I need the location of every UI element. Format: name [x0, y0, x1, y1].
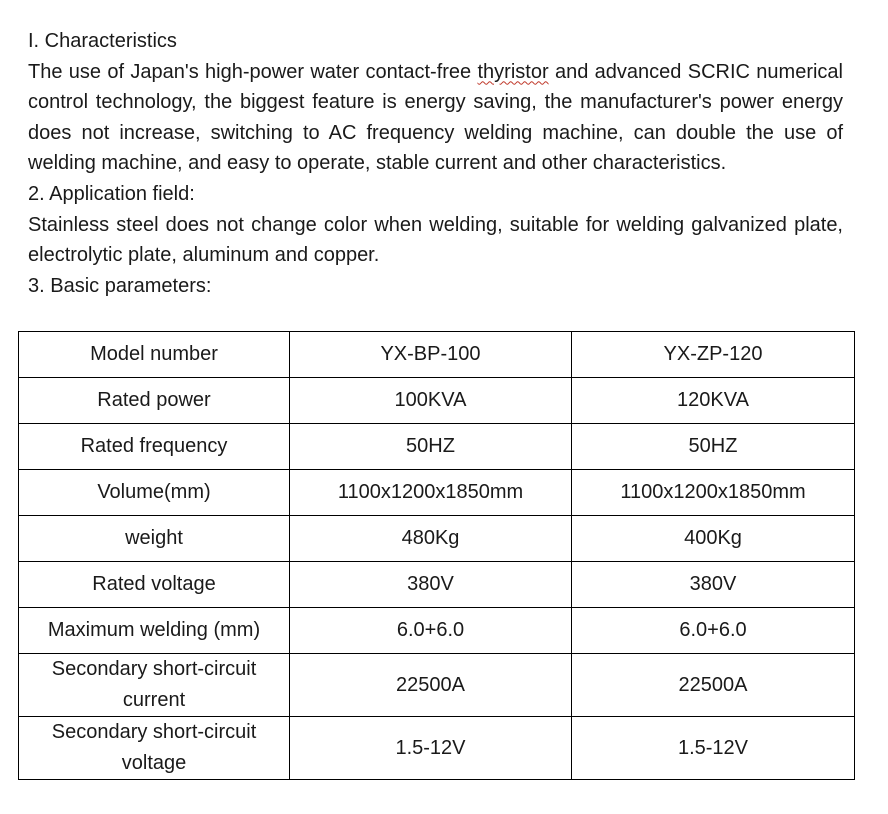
parameter-name-cell: weight — [19, 516, 290, 562]
table-row — [19, 654, 855, 717]
table-row — [19, 516, 855, 562]
model-a-value-cell: 480Kg — [290, 516, 572, 562]
table-row — [19, 717, 855, 780]
basic-parameters-table — [18, 331, 855, 780]
characteristics-heading: I. Characteristics — [28, 30, 177, 52]
model-a-value-cell: 100KVA — [290, 378, 572, 424]
parameter-name-cell: Volume(mm) — [19, 470, 290, 516]
model-b-value-cell: 1100x1200x1850mm — [572, 470, 855, 516]
model-b-value-cell: 1.5-12V — [572, 717, 855, 780]
application-field-paragraph: Stainless steel does not change color when welding, suitable for welding galvanized plate, electrolytic plate, aluminum and copper. — [28, 213, 843, 267]
table-row — [19, 332, 855, 378]
model-b-value-cell: 400Kg — [572, 516, 855, 562]
parameter-name-cell: Secondary short-circuit voltage — [19, 717, 290, 780]
application-field-heading: 2. Application field: — [28, 182, 195, 205]
characteristics-text-end: and advanced SCRIC numerical control technology, the biggest feature is energy saving, the manufacturer's power energy does not increase, switching to AC frequency welding machine, can double the use of welding machine, and easy to operate, stable current and other characteristics. — [28, 60, 843, 175]
model-a-value-cell: 1100x1200x1850mm — [290, 470, 572, 516]
parameter-name-cell: Rated power — [19, 378, 290, 424]
model-b-value-cell: 50HZ — [572, 424, 855, 470]
model-b-value-cell: 380V — [572, 562, 855, 608]
basic-parameters-heading: 3. Basic parameters: — [28, 274, 212, 297]
parameter-name-cell: Maximum welding (mm) — [19, 608, 290, 654]
model-b-value-cell: YX-ZP-120 — [572, 332, 855, 378]
table-row — [19, 608, 855, 654]
spellcheck-flagged-word[interactable]: thyristor — [477, 60, 549, 83]
model-b-value-cell: 6.0+6.0 — [572, 608, 855, 654]
model-a-value-cell: 50HZ — [290, 424, 572, 470]
parameter-name-cell: Secondary short-circuit current — [19, 654, 290, 717]
model-b-value-cell: 120KVA — [572, 378, 855, 424]
characteristics-text-start: The use of Japan's high-power water contact-free — [28, 60, 478, 83]
table-row — [19, 470, 855, 516]
parameter-name-cell: Rated voltage — [19, 562, 290, 608]
model-a-value-cell: 6.0+6.0 — [290, 608, 572, 654]
model-a-value-cell: 380V — [290, 562, 572, 608]
table-row — [19, 378, 855, 424]
model-a-value-cell: YX-BP-100 — [290, 332, 572, 378]
parameter-name-cell: Rated frequency — [19, 424, 290, 470]
model-a-value-cell: 1.5-12V — [290, 717, 572, 780]
table-row — [19, 562, 855, 608]
characteristics-paragraph — [28, 57, 843, 179]
model-b-value-cell: 22500A — [572, 654, 855, 717]
model-a-value-cell: 22500A — [290, 654, 572, 717]
document-body — [28, 26, 843, 301]
parameter-name-cell: Model number — [19, 332, 290, 378]
table-row — [19, 424, 855, 470]
